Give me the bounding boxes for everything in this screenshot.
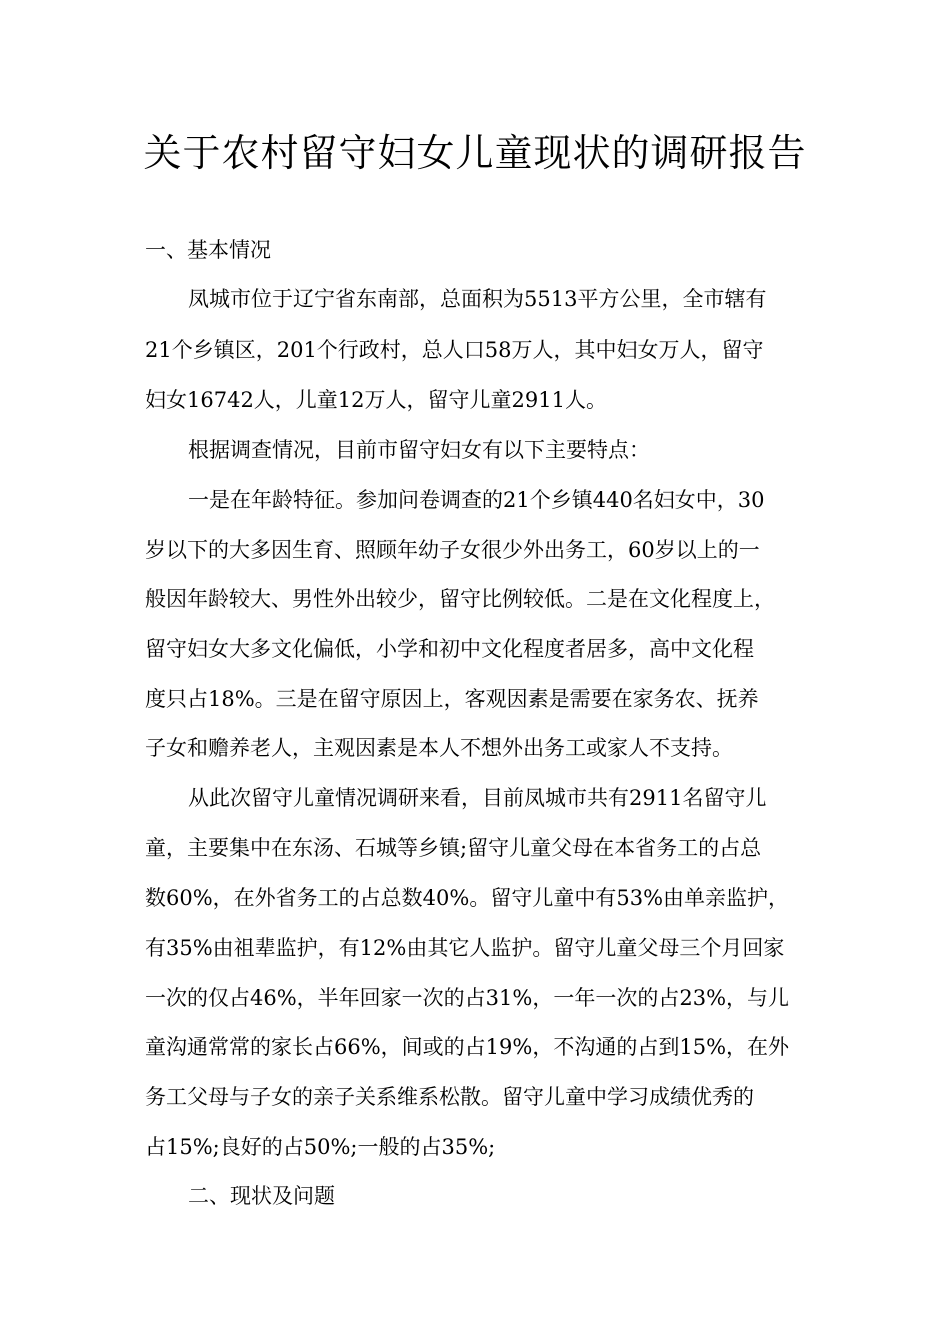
paragraph-line: 岁以下的大多因生育、照顾年幼子女很少外出务工，60岁以上的一: [145, 538, 760, 562]
paragraph-line: 凤城市位于辽宁省东南部，总面积为5513平方公里，全市辖有: [188, 287, 767, 311]
section-heading-basic: 一、基本情况: [145, 238, 271, 262]
paragraph-line: 童，主要集中在东汤、石城等乡镇;留守儿童父母在本省务工的占总: [145, 836, 762, 860]
paragraph-line: 21个乡镇区，201个行政村，总人口58万人，其中妇女万人，留守: [145, 338, 764, 362]
paragraph-line: 有35%由祖辈监护，有12%由其它人监护。留守儿童父母三个月回家: [145, 936, 785, 960]
paragraph-line: 数60%，在外省务工的占总数40%。留守儿童中有53%由单亲监护，: [145, 886, 790, 910]
document-title: 关于农村留守妇女儿童现状的调研报告: [143, 131, 807, 175]
paragraph-line: 留守妇女大多文化偏低，小学和初中文化程度者居多，高中文化程: [145, 637, 754, 661]
paragraph-line: 占15%;良好的占50%;一般的占35%;: [145, 1135, 496, 1159]
paragraph-line: 童沟通常常的家长占66%，间或的占19%，不沟通的占到15%，在外: [145, 1035, 790, 1059]
paragraph-line: 从此次留守儿童情况调研来看，目前凤城市共有2911名留守儿: [188, 786, 767, 810]
paragraph-line: 妇女16742人，儿童12万人，留守儿童2911人。: [145, 388, 607, 412]
paragraph-line: 度只占18%。三是在留守原因上，客观因素是需要在家务农、抚养: [145, 687, 759, 711]
paragraph-line: 一是在年龄特征。参加问卷调查的21个乡镇440名妇女中，30: [188, 488, 765, 512]
section-heading-status: 二、现状及问题: [188, 1184, 335, 1208]
paragraph-line: 务工父母与子女的亲子关系维系松散。留守儿童中学习成绩优秀的: [145, 1085, 754, 1109]
paragraph-line: 根据调查情况，目前市留守妇女有以下主要特点：: [188, 438, 650, 462]
paragraph-line: 般因年龄较大、男性外出较少，留守比例较低。二是在文化程度上，: [145, 587, 775, 611]
paragraph-line: 一次的仅占46%，半年回家一次的占31%，一年一次的占23%，与儿: [145, 986, 790, 1010]
paragraph-line: 子女和赡养老人，主观因素是本人不想外出务工或家人不支持。: [145, 736, 733, 760]
